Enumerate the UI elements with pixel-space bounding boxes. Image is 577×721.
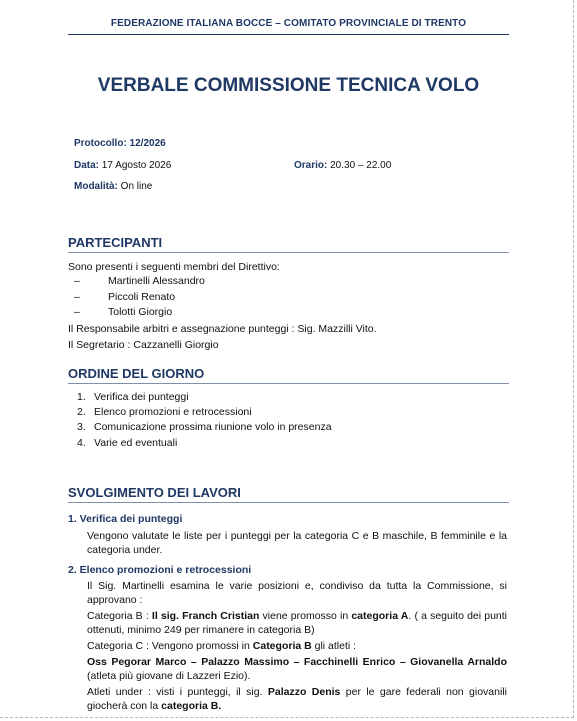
data-label: Data:	[74, 160, 100, 171]
section-partecipanti: PARTECIPANTI	[68, 235, 509, 253]
categoria-b-paragraph: Categoria B : Il sig. Franch Cristian viene promosso in categoria A. ( a seguito dei punti ottenuti, minimo 249 per rimanere in categoria B)	[87, 610, 508, 636]
list-item: 3. Comunicazione prossima riunione volo in presenza	[77, 421, 332, 433]
responsabile-line: Il Responsabile arbitri e assegnazione punteggi : Sig. Mazzilli Vito.	[68, 323, 377, 335]
orario-field	[294, 160, 391, 171]
list-item: 2. Elenco promozioni e retrocessioni	[77, 406, 252, 418]
protocollo-label: Protocollo: 12/2026	[74, 138, 166, 149]
list-item: – Piccoli Renato	[74, 291, 176, 303]
data-value: 17 Agosto 2026	[101, 160, 172, 171]
protocollo	[74, 138, 166, 149]
section-svolgimento: SVOLGIMENTO DEI LAVORI	[68, 485, 509, 503]
data-field	[74, 160, 171, 171]
under-paragraph: Atleti under : visti i punteggi, il sig. Palazzo Denis per le gare federali non giovanili giocherà con la categoria B.	[87, 686, 507, 712]
document-title: VERBALE COMMISSIONE TECNICA VOLO	[97, 75, 480, 96]
athletes-paragraph: Oss Pegorar Marco – Palazzo Massimo – Facchinelli Enrico – Giovanella Arnaldo (atleta più giovane di Lazzeri Ezio).	[87, 656, 507, 682]
verifica-text: Vengono valutate le liste per i punteggi per la categoria C e B maschile, B femminile e la categoria under.	[87, 530, 507, 556]
modalita-field	[74, 181, 152, 192]
list-item: 1. Verifica dei punteggi	[77, 391, 189, 403]
section-ordine: ORDINE DEL GIORNO	[68, 366, 509, 384]
list-item: – Martinelli Alessandro	[74, 275, 205, 287]
header-divider	[68, 34, 509, 35]
list-item: 4. Varie ed eventuali	[77, 437, 178, 449]
federation-header: FEDERAZIONE ITALIANA BOCCE – COMITATO PROVINCIALE DI TRENTO	[110, 18, 467, 29]
categoria-c-paragraph: Categoria C : Vengono promossi in Categoria B gli atleti :	[87, 640, 357, 652]
modalita-value: On line	[120, 181, 153, 192]
subsection-promozioni: 2. Elenco promozioni e retrocessioni	[68, 564, 252, 576]
segretario-line: Il Segretario : Cazzanelli Giorgio	[68, 339, 219, 351]
partecipanti-intro: Sono presenti i seguenti membri del Direttivo:	[68, 261, 280, 273]
list-item: – Tolotti Giorgio	[74, 306, 173, 318]
orario-value: 20.30 – 22.00	[330, 160, 392, 171]
subsection-verifica: 1. Verifica dei punteggi	[68, 513, 183, 525]
promozioni-intro: Il Sig. Martinelli esamina le varie posizioni e, condiviso da tutta la Commissione, si approvano :	[87, 580, 507, 606]
modalita-label: Modalità:	[74, 181, 118, 192]
orario-label: Orario:	[294, 160, 328, 171]
